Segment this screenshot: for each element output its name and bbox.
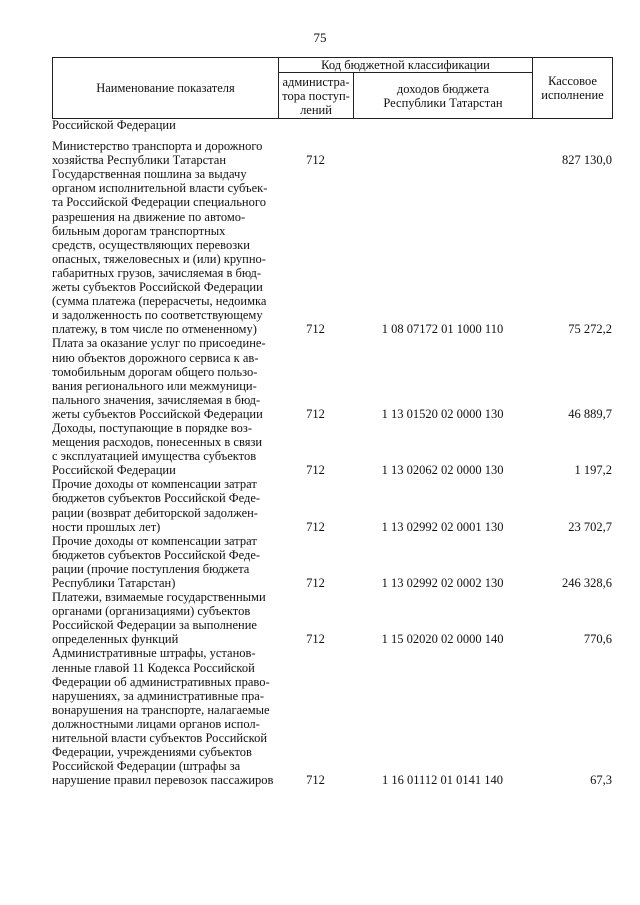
header-budget-code: Код бюджетной классификации xyxy=(279,58,533,73)
table-row xyxy=(52,336,612,421)
row-code: 1 15 02020 02 0000 140 xyxy=(381,632,504,647)
table-row xyxy=(52,118,612,132)
row-administrator: 712 xyxy=(306,773,325,788)
row-administrator: 712 xyxy=(306,576,325,590)
row-code: 1 16 01112 01 0141 140 xyxy=(382,773,503,788)
row-code: 1 13 02992 02 0001 130 xyxy=(381,519,504,534)
row-name: Министерство транспорта и дорожного хозяйства Республики Татарстан xyxy=(52,139,263,168)
table-body xyxy=(52,118,612,787)
row-administrator: 712 xyxy=(306,322,325,337)
table-row xyxy=(52,534,612,590)
row-amount: 770,6 xyxy=(583,632,612,647)
row-name: Государственная пошлина за выдачу органом исполнительной власти субъек- та Российской Федерации специального разрешения на движение по автомо- бильным дорогам транспортных средств, осуществляющих перевозки опасных, тяжеловесных и (или) крупно- габаритных грузов, зачисляемая в бюд- жеты субъектов Российской Федерации (сумма платежа (перерасчеты, недоимка и задолженность по соответствующему платежу, в том числе по отмененному) xyxy=(52,167,268,337)
row-administrator: 712 xyxy=(306,519,325,534)
table-row xyxy=(52,646,612,787)
row-amount: 827 130,0 xyxy=(562,153,612,168)
row-name: Доходы, поступающие в порядке воз- мещения расходов, понесенных в связи с эксплуатацией имущества субъектов Российской Федерации xyxy=(52,420,263,478)
header-revenue-code: доходов бюджета Республики Татарстан xyxy=(354,73,533,119)
table-row xyxy=(52,167,612,336)
row-administrator: 712 xyxy=(306,463,325,478)
row-administrator: 712 xyxy=(306,406,325,421)
row-name: Российской Федерации xyxy=(52,118,176,132)
row-name: Плата за оказание услуг по присоедине- нию объектов дорожного сервиса к ав- томобильным дорогам общего пользо- вания регионального или межмуници- пального значения, зачисляемая в бюд- жеты субъектов Российской Федерации xyxy=(52,336,266,421)
row-amount: 75 272,2 xyxy=(568,322,612,337)
row-code: 1 13 01520 02 0000 130 xyxy=(381,406,504,421)
row-code: 1 13 02992 02 0002 130 xyxy=(381,576,504,590)
row-amount: 46 889,7 xyxy=(568,406,612,421)
table-row xyxy=(52,421,612,477)
row-code: 1 08 07172 01 1000 110 xyxy=(381,322,504,337)
row-name: Административные штрафы, установ- ленные главой 11 Кодекса Российской Федерации об административных право- нарушениях, за административные пра- вонарушения на транспорте, налагаемые должностными лицами органов испол- нительной власти субъектов Российской Федерации, учреждениями субъектов Российской Федерации (штрафы за нарушение правил перевозок пассажиров xyxy=(52,646,274,788)
table-row xyxy=(52,139,612,167)
page-number: 75 xyxy=(313,30,327,45)
row-name: Прочие доходы от компенсации затрат бюджетов субъектов Российской Феде- рации (возврат дебиторской задолжен- ности прошлых лет) xyxy=(52,477,261,534)
header-indicator: Наименование показателя xyxy=(53,58,279,119)
row-amount: 67,3 xyxy=(590,773,612,788)
header-administrator: администра- тора поступ- лений xyxy=(279,73,354,119)
row-administrator: 712 xyxy=(306,153,325,168)
row-name: Платежи, взимаемые государственными органами (организациями) субъектов Российской Федерации за выполнение определенных функций xyxy=(52,590,266,647)
table-row xyxy=(52,590,612,646)
row-administrator: 712 xyxy=(306,632,325,647)
row-amount: 246 328,6 xyxy=(562,576,612,590)
row-amount: 23 702,7 xyxy=(568,519,612,534)
row-amount: 1 197,2 xyxy=(574,463,612,478)
row-name: Прочие доходы от компенсации затрат бюджетов субъектов Российской Феде- рации (прочие поступления бюджета Республики Татарстан) xyxy=(52,533,261,590)
header-cash-execution: Кассовое исполнение xyxy=(533,58,613,119)
table-header xyxy=(52,57,613,119)
table-row xyxy=(52,477,612,533)
row-code: 1 13 02062 02 0000 130 xyxy=(381,463,504,478)
